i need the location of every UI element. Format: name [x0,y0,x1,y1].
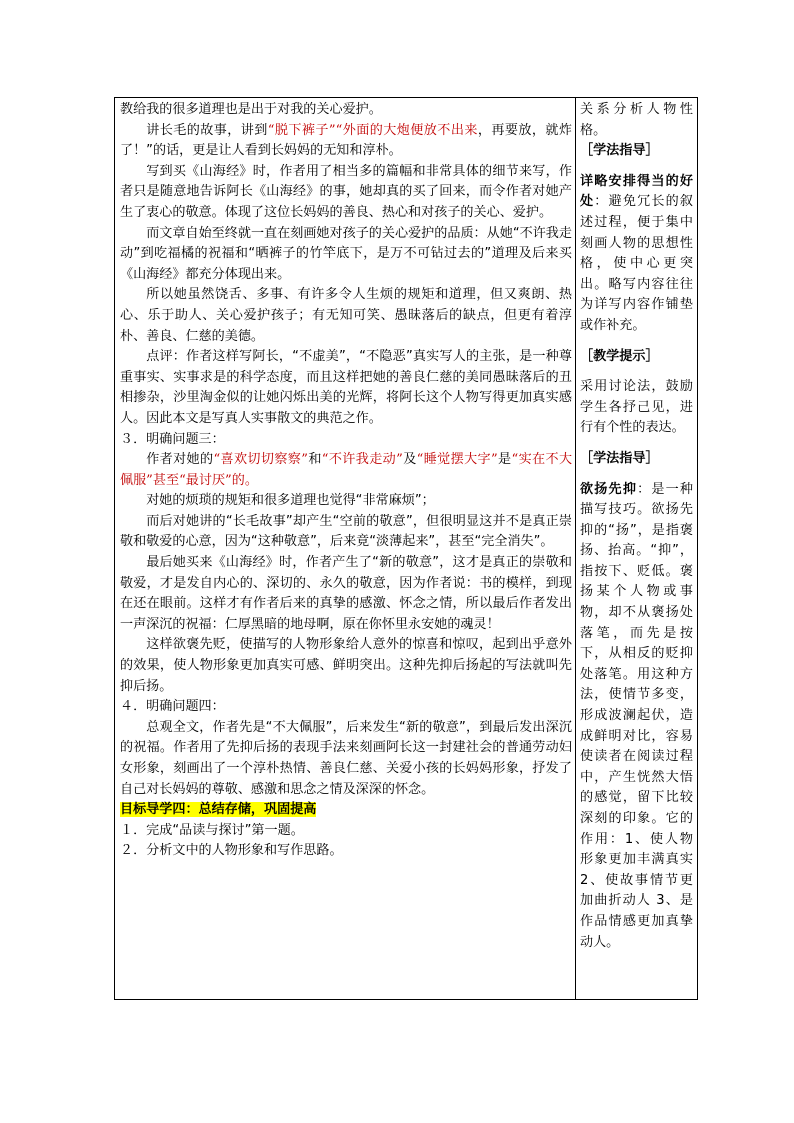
side-note: 关系分析人物性格。 [580,102,693,138]
section-heading: ４．明确问题四： [120,699,225,715]
task-item: １．完成“品读与探讨”第一题。 [120,822,304,838]
task-item: ２．分析文中的人物形象和写作思路。 [120,843,343,859]
side-heading: ［学法指导］ [580,143,659,159]
section-heading: ３．明确问题三： [120,431,225,447]
column-divider [575,98,576,999]
paragraph: 所以她虽然饶舌、多事、有许多令人生烦的规矩和道理，但又爽朗、热心、乐于助人、关心爱护孩子；有无知可笑、愚昧落后的缺点，但更有着淳朴、善良、仁慈的美德。 [120,287,572,344]
paragraph: 写到买《山海经》时，作者用了相当多的篇幅和非常具体的细节来写，作者只是随意地告诉阿长《山海经》的事，她却真的买了回来，而令作者对她产生了衷心的敬意。体现了这位长妈妈的善良、热心和对孩子的关心、爱护。 [120,163,572,220]
paragraph: 这样欲褒先贬，使描写的人物形象给人意外的惊喜和惊叹，起到出乎意外的效果，使人物形象更加真实可感、鲜明突出。这种先抑后扬起的写法就叫先抑后扬。 [120,637,572,694]
paragraph: 最后她买来《山海经》时，作者产生了“新的敬意”，这才是真正的崇敬和敬爱，才是发自内心的、深切的、永久的敬意，因为作者说：书的模样，到现在还在眼前。这样才有作者后来的真挚的感激、怀念之情，所以最后作者发出一声深沉的祝福：仁厚黑暗的地母啊，原在你怀里永安她的魂灵！ [120,555,572,632]
goal-heading: 目标导学四：总结存储，巩固提高 [120,802,317,818]
paragraph: 作者对她的“喜欢切切察察”和“不许我走动”及“睡觉摆大字”是“实在不大佩服”甚至“最讨厌”的。 [120,452,573,488]
lesson-table [114,97,698,1000]
side-note: 采用讨论法，鼓励学生各抒己见，进行有个性的表达。 [580,379,693,436]
paragraph: 点评：作者这样写阿长，“不虚美”，“不隐恶”真实写人的主张，是一种尊重事实、实事求是的科学态度，而且这样把她的善良仁慈的美同愚昧落后的丑相掺杂，沙里淘金似的让她闪烁出美的光辉，将阿长这个人物写得更加真实感人。因此本文是写真人实事散文的典范之作。 [120,349,572,426]
side-note: 详略安排得当的好处：避免冗长的叙述过程，便于集中刻画人物的思想性格，使中心更突出。略写内容往往为详写内容作铺垫或作补充。 [580,173,694,333]
paragraph: 讲长毛的故事，讲到“脱下裤子”“外面的大炮便放不出来，再要放，就炸了！”的话，更是让人看到长妈妈的无知和淳朴。 [120,122,572,159]
paragraph: 而文章自始至终就一直在刻画她对孩子的关心爱护的品质：从她“不许我走动”到吃福橘的祝福和“晒裤子的竹竿底下，是万不可钻过去的”道理及后来买《山海经》都充分体现出来。 [120,225,572,282]
side-column [580,100,693,953]
paragraph: 教给我的很多道理也是出于对我的关心爱护。 [120,102,382,117]
paragraph: 而后对她讲的“长毛故事”却产生“空前的敬意”，但很明显这并不是真正崇敬和敬爱的心意，因为“这种敬意”，后来竟“淡薄起来”，甚至“完全消失”。 [120,513,572,550]
main-column [120,100,572,862]
side-note: 欲扬先抑：是一种描写技巧。欲扬先抑的“扬”，是指褒扬、抬高。“抑”，指按下、贬低。褒扬某个人物或事物，却不从褒扬处落笔，而先是按下，从相反的贬抑处落笔。用这种方法，使情节多变，形成波澜起伏，造成鲜明对比，容易使读者在阅读过程中，产生恍然大悟的感觉，留下比较深刻的印象。它的作用：1、使人物形象更加丰满真实 2、使故事情节更加曲折动人 3、是作品情感更加真挚动人。 [580,481,694,950]
paragraph: 总观全文，作者先是“不大佩服”，后来发生“新的敬意”，到最后发出深沉的祝福。作者用了先抑后扬的表现手法来刻画阿长这一封建社会的普通劳动妇女形象，刻画出了一个淳朴热情、善良仁慈、关爱小孩的长妈妈形象，抒发了自己对长妈妈的尊敬、感激和思念之情及深深的怀念。 [120,719,572,797]
side-heading: ［学法指导］ [580,450,659,466]
paragraph: 对她的烦琐的规矩和很多道理也觉得“非常麻烦”； [146,493,435,509]
side-heading: ［教学提示］ [580,348,659,364]
